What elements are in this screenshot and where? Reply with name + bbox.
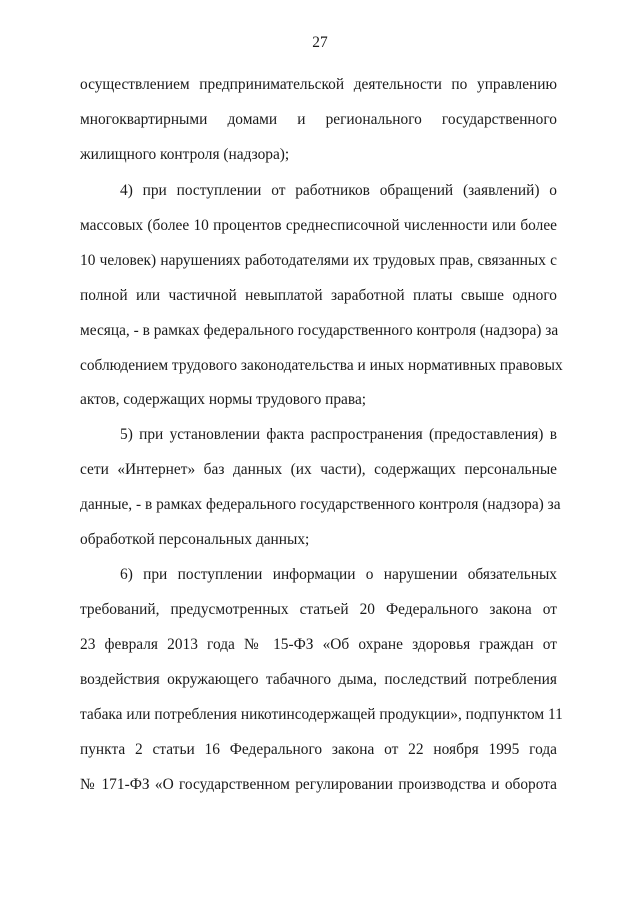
text-line: многоквартирными домами и регионального государственного (80, 111, 557, 128)
text-line: соблюдением трудового законодательства и иных нормативных правовых (80, 357, 563, 374)
text-line: актов, содержащих нормы трудового права; (80, 391, 367, 408)
text-line: табака или потребления никотинсодержащей продукции», подпунктом 11 (80, 706, 563, 723)
text-line: 23 февраля 2013 года № 15-ФЗ «Об охране здоровья граждан от (80, 636, 557, 653)
text-line: обработкой персональных данных; (80, 531, 310, 548)
text-line: массовых (более 10 процентов среднесписочной численности или более (80, 217, 557, 234)
text-line: 10 человек) нарушениях работодателями их трудовых прав, связанных с (80, 252, 557, 269)
text-line: месяца, - в рамках федерального государственного контроля (надзора) за (80, 322, 559, 339)
text-line: требований, предусмотренных статьей 20 Федерального закона от (80, 601, 557, 618)
text-line: 6) при поступлении информации о нарушении обязательных (120, 566, 557, 583)
text-line: полной или частичной невыплатой заработной платы свыше одного (80, 287, 557, 304)
text-line: пункта 2 статьи 16 Федерального закона от 22 ноября 1995 года (80, 741, 557, 758)
text-line: № 171-ФЗ «О государственном регулировании производства и оборота (80, 776, 557, 793)
text-line: воздействия окружающего табачного дыма, последствий потребления (80, 671, 557, 688)
text-line: осуществлением предпринимательской деятельности по управлению (80, 76, 557, 93)
text-line: сети «Интернет» баз данных (их части), содержащих персональные (80, 461, 557, 478)
text-line: жилищного контроля (надзора); (80, 146, 290, 163)
text-line: 4) при поступлении от работников обращений (заявлений) о (120, 182, 557, 199)
text-line: 5) при установлении факта распространения (предоставления) в (120, 426, 557, 443)
page-number: 27 (312, 34, 328, 51)
text-line: данные, - в рамках федерального государственного контроля (надзора) за (80, 496, 561, 513)
